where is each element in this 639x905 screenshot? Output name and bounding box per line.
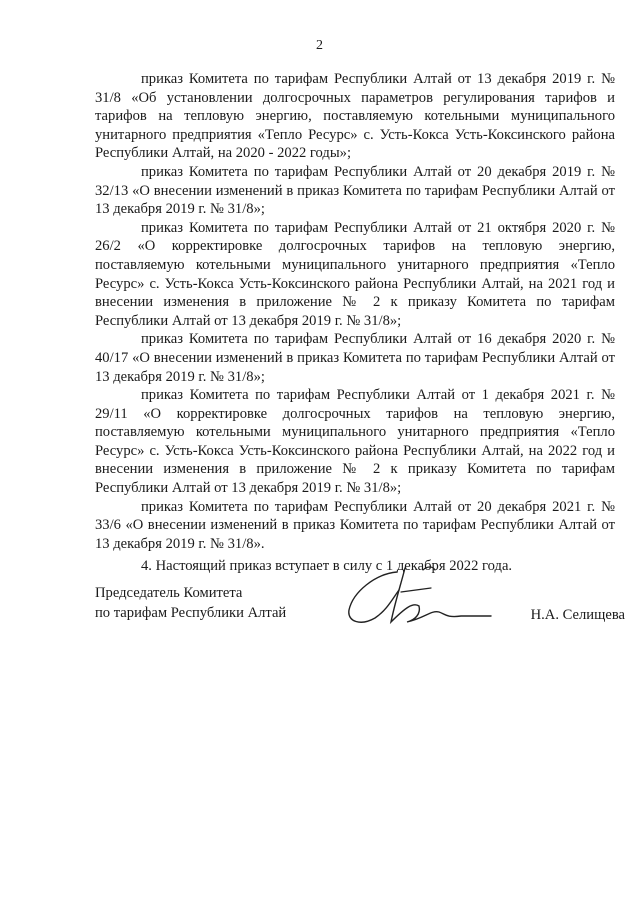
paragraph-order-29-11: приказ Комитета по тарифам Республики Алтай от 1 декабря 2021 г. № 29/11 «О корректировке долгосрочных тарифов на тепловую энергию, поставляемую котельными муниципального унитарного предприятия «Тепло Ресурс» с. Усть-Кокса Усть-Коксинского района Республики Алтай, на 2022 год и внесении изменения в приложение № 2 к приказу Комитета по тарифам Республики Алтай от 13 декабря 2019 г. № 31/8»;	[95, 387, 615, 497]
paragraph-order-40-17: приказ Комитета по тарифам Республики Алтай от 16 декабря 2020 г. № 40/17 «О внесении изменений в приказ Комитета по тарифам Республики Алтай от 13 декабря 2019 г. № 31/8»;	[95, 331, 615, 385]
page-number: 2	[316, 38, 323, 53]
clause-effective-date: 4. Настоящий приказ вступает в силу с 1 декабря 2022 года.	[141, 558, 513, 575]
signature-block	[95, 584, 625, 644]
paragraph-order-26-2: приказ Комитета по тарифам Республики Алтай от 21 октября 2020 г. № 26/2 «О корректировке долгосрочных тарифов на тепловую энергию, поставляемую котельными муниципального унитарного предприятия «Тепло Ресурс» с. Усть-Кокса Усть-Коксинского района Республики Алтай, на 2021 год и внесении изменения в приложение № 2 к приказу Комитета по тарифам Республики Алтай от 13 декабря 2019 г. № 31/8»;	[95, 219, 615, 329]
paragraph-order-33-6: приказ Комитета по тарифам Республики Алтай от 20 декабря 2021 г. № 33/6 «О внесении изменений в приказ Комитета по тарифам Республики Алтай от 13 декабря 2019 г. № 31/8».	[95, 498, 615, 552]
signatory-name: Н.А. Селищева	[530, 607, 625, 623]
handwritten-signature	[335, 562, 495, 642]
paragraph-order-31-8: приказ Комитета по тарифам Республики Алтай от 13 декабря 2019 г. № 31/8 «Об установлении долгосрочных параметров регулирования тарифов и тарифов на тепловую энергию, поставляемую котельными муниципального унитарного предприятия «Тепло Ресурс» с. Усть-Кокса Усть-Коксинского района Республики Алтай, на 2020 - 2022 годы»;	[95, 71, 615, 162]
paragraph-order-32-13: приказ Комитета по тарифам Республики Алтай от 20 декабря 2019 г. № 32/13 «О внесении изменений в приказ Комитета по тарифам Республики Алтай от 13 декабря 2019 г. № 31/8»;	[95, 163, 615, 218]
signatory-position-line2: по тарифам Республики Алтай	[95, 604, 287, 621]
signatory-position-line1: Председатель Комитета	[95, 585, 243, 601]
document-body	[95, 70, 615, 576]
signatory-position	[95, 584, 286, 623]
